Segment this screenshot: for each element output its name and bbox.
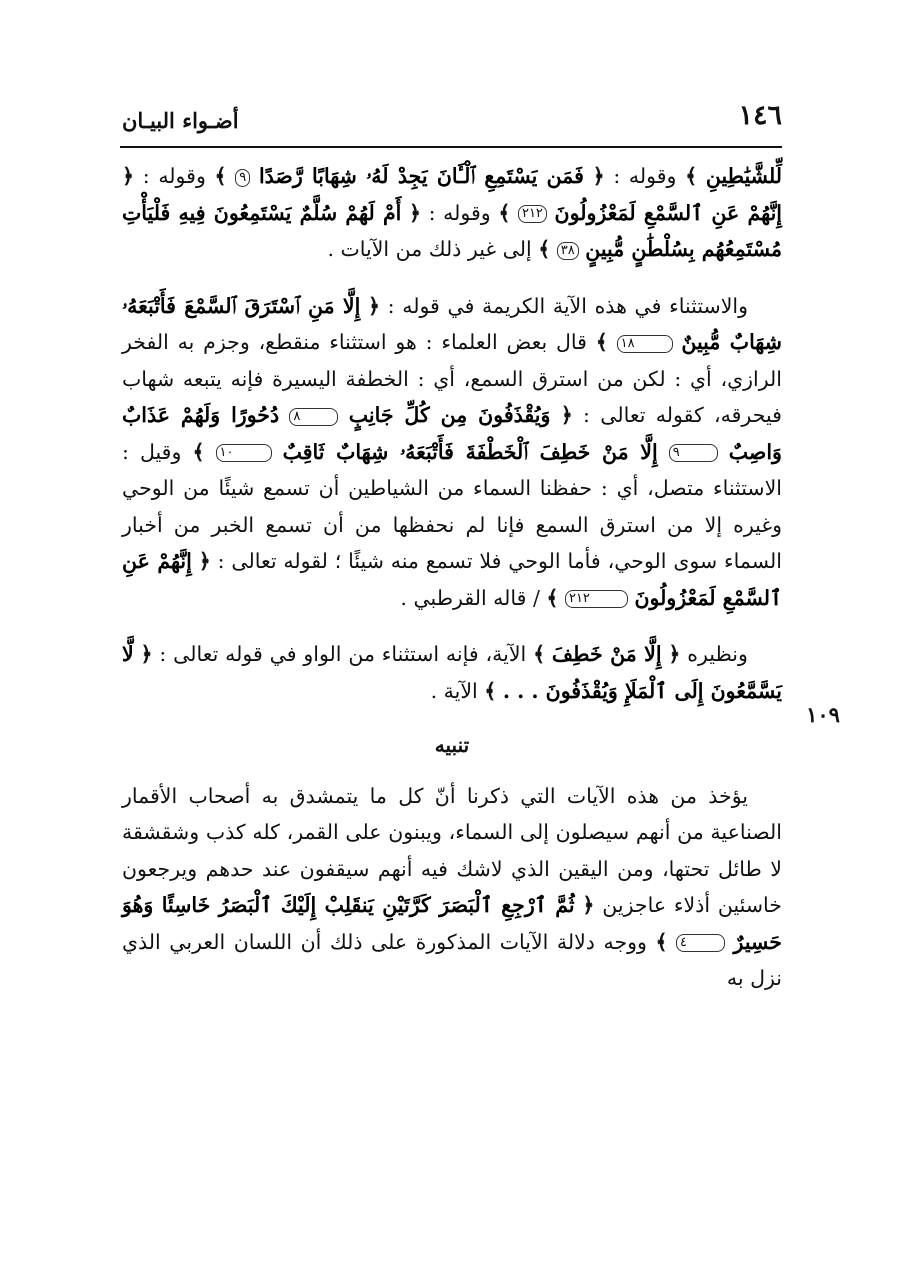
close-brace: ﴾ <box>214 164 227 188</box>
ayah-number: ٩ <box>669 444 718 462</box>
margin-page-reference: ١٠٩ <box>806 702 840 727</box>
text-run: يؤخذ من هذه الآيات التي ذكرنا أنّ كل ما يتمشدق به أصحاب الأقمار الصناعية من أنهم سيصلون إلى السماء، ويبنون على القمر، كله كذب وشقشقة لا طائل تحتها، ومن اليقين الذي لاشك فيه أنهم سيقفون عند حدهم ويرجعون خاسئين أذلاء عاجزين <box>122 783 782 917</box>
text-run: الآية . <box>430 678 478 703</box>
paragraph-4 <box>122 778 782 997</box>
text-run: / قاله القرطبي . <box>400 585 540 610</box>
quran-quote: إِلَّا مَنِ ٱسْتَرَقَ ٱلسَّمْعَ فَأَتْبَعَهُۥ شِهَابٌ مُّبِينٌ <box>122 293 782 354</box>
page-header <box>122 98 782 146</box>
text-run: والاستثناء في هذه الآية الكريمة في قوله : <box>387 293 748 318</box>
quran-quote: إِنَّهُمْ عَنِ ٱلسَّمْعِ لَمَعْزُولُونَ <box>554 200 782 225</box>
text-run: وقيل : الاستثناء متصل، أي : حفظنا السماء من الشياطين أن تسمع شيئًا من الوحي وغيره إلا من استرق السمع فإنا لم نحفظها من أن تسمع الخبر من أخبار السماء سوى الوحي، فأما الوحي فلا تسمع منه شيئًا ؛ لقوله تعالى : <box>122 439 782 573</box>
quran-quote: لَّا يَسَّمَّعُونَ إِلَى ٱلْمَلَإِ وَيُقْذَفُونَ . . . <box>122 642 782 703</box>
paragraph-2 <box>122 288 782 617</box>
paragraph-1 <box>122 158 782 268</box>
text-run: إلى غير ذلك من الآيات . <box>327 237 532 261</box>
open-brace: ﴿ <box>140 642 153 666</box>
close-brace: ﴾ <box>655 929 668 954</box>
open-brace: ﴿ <box>198 549 211 573</box>
paragraph-3 <box>122 636 782 709</box>
text-run: وقوله : <box>613 164 677 188</box>
close-brace: ﴾ <box>538 237 551 261</box>
ayah-number: ٨ <box>289 408 338 426</box>
quran-quote: إِنَّهُمْ عَنِ ٱلسَّمْعِ لَمَعْزُولُونَ <box>122 549 782 610</box>
ayah-number: ٩ <box>235 169 250 187</box>
text-run: ونظيره <box>687 642 748 666</box>
ayah-number: ١٠ <box>216 444 272 462</box>
quran-quote: دُحُورًا وَلَهُمْ عَذَابٌ وَاصِبٌ <box>122 403 782 464</box>
close-brace: ﴾ <box>533 642 546 666</box>
close-brace: ﴾ <box>685 164 698 188</box>
text-run: وقوله : <box>428 200 491 225</box>
open-brace: ﴿ <box>582 893 595 917</box>
section-heading: تنبيه <box>434 733 470 757</box>
quran-quote: لِّلشَّيَٰطِينِ <box>705 164 782 188</box>
quran-quote: فَمَن يَسْتَمِعِ ٱلْـَٔانَ يَجِدْ لَهُۥ شِهَابًا رَّصَدًا <box>258 164 584 188</box>
close-brace: ﴾ <box>595 330 608 354</box>
ayah-number: ١٨ <box>617 335 673 353</box>
ayah-number: ٣٨ <box>557 242 579 260</box>
close-brace: ﴾ <box>484 678 497 703</box>
quran-quote: وَيُقْذَفُونَ مِن كُلِّ جَانِبٍ <box>348 403 551 427</box>
ayah-number: ٢١٢ <box>518 205 547 223</box>
text-run: قال بعض العلماء : هو استثناء منقطع، وجزم به الفخر الرازي، أي : لكن من استرق السمع، أي : الخطفة اليسيرة فإنه يتبعه شهاب فيحرقه، كقوله تعالى : <box>122 330 782 427</box>
open-brace: ﴿ <box>560 403 573 427</box>
book-title: أضـواء البيـان <box>122 108 239 133</box>
text-run: ووجه دلالة الآيات المذكورة على ذلك أن اللسان العربي الذي نزل به <box>122 929 782 990</box>
quran-quote: أَمْ لَهُمْ سُلَّمٌ يَسْتَمِعُونَ فِيهِ فَلْيَأْتِ مُسْتَمِعُهُم بِسُلْطَٰنٍ مُّبِينٍ <box>122 200 782 261</box>
header-divider <box>120 146 782 148</box>
close-brace: ﴾ <box>546 585 559 610</box>
quran-quote: ثُمَّ ٱرْجِعِ ٱلْبَصَرَ كَرَّتَيْنِ يَنقَلِبْ إِلَيْكَ ٱلْبَصَرُ خَاسِئًا وَهُوَ حَسِيرٌ <box>122 893 782 954</box>
open-brace: ﴿ <box>668 642 681 666</box>
body-text <box>122 158 782 997</box>
ayah-number: ٤ <box>676 934 725 952</box>
close-brace: ﴾ <box>192 439 205 464</box>
open-brace: ﴿ <box>409 200 422 225</box>
quran-quote: إِلَّا مَنْ خَطِفَ <box>551 642 662 666</box>
open-brace: ﴿ <box>122 164 135 188</box>
page-number: ١٤٦ <box>738 100 782 131</box>
close-brace: ﴾ <box>498 200 511 225</box>
text-run: الآية، فإنه استثناء من الواو في قوله تعالى : <box>159 642 527 666</box>
open-brace: ﴿ <box>367 293 380 318</box>
text-run: وقوله : <box>142 164 206 188</box>
ayah-number: ٢١٢ <box>565 590 628 608</box>
open-brace: ﴿ <box>592 164 605 188</box>
quran-quote: إِلَّا مَنْ خَطِفَ ٱلْخَطْفَةَ فَأَتْبَعَهُۥ شِهَابٌ ثَاقِبٌ <box>282 439 658 464</box>
